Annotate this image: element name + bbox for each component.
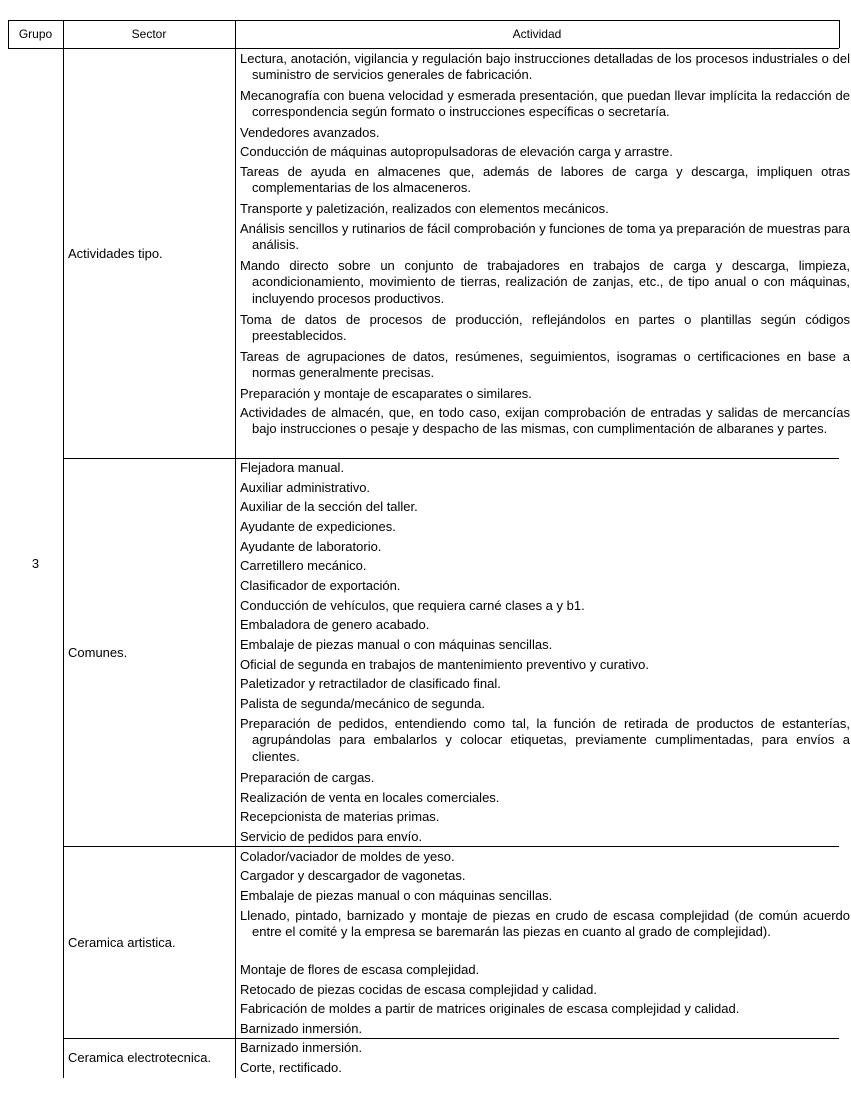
row-divider-2: [63, 846, 839, 847]
activity-item: Llenado, pintado, barnizado y montaje de piezas en crudo de escasa complejidad (de común acuerdo entre el comité y la empresa se baremarán las piezas en cuanto al grado de complejidad).: [240, 908, 850, 940]
sector-label: Ceramica electrotecnica.: [68, 1050, 212, 1065]
header-activity: Actividad: [512, 27, 562, 41]
activity-item: Preparación de cargas.: [240, 770, 375, 785]
activity-item: Preparación de pedidos, entendiendo como tal, la función de retirada de productos de estanterías, agrupándolas para embalarlos y colocar etiquetas, previamente cumplimentadas, para envíos a clientes.: [240, 716, 850, 764]
header-sector: Sector: [131, 27, 167, 41]
activity-item: Embalaje de piezas manual o con máquinas sencillas.: [240, 888, 553, 903]
activity-item: Fabricación de moldes a partir de matrices originales de escasa complejidad y calidad.: [240, 1001, 740, 1016]
row-divider-3: [63, 1038, 839, 1039]
activity-item: Auxiliar administrativo.: [240, 480, 371, 495]
activity-item: Análisis sencillos y rutinarios de fácil comprobación y funciones de toma ya preparación de muestras para análisis.: [240, 221, 850, 253]
activity-item: Auxiliar de la sección del taller.: [240, 499, 418, 514]
activity-item: Paletizador y retractilador de clasificado final.: [240, 676, 501, 691]
activity-item: Palista de segunda/mecánico de segunda.: [240, 696, 486, 711]
group-value: 3: [31, 556, 40, 571]
header-group: Grupo: [18, 27, 53, 41]
activity-item: Conducción de vehículos, que requiera carné clases a y b1.: [240, 598, 585, 613]
activity-item: Flejadora manual.: [240, 460, 345, 475]
activity-item: Lectura, anotación, vigilancia y regulación bajo instrucciones detalladas de los procesos industriales o del suministro de servicios generales de fabricación.: [240, 51, 850, 83]
activity-item: Vendedores avanzados.: [240, 125, 380, 140]
table-right-border: [839, 20, 840, 48]
activity-item: Ayudante de expediciones.: [240, 519, 396, 534]
activity-item: Corte, rectificado.: [240, 1060, 342, 1075]
activity-item: Montaje de flores de escasa complejidad.: [240, 962, 480, 977]
activity-item: Barnizado inmersión.: [240, 1021, 363, 1036]
activity-item: Tareas de agrupaciones de datos, resúmenes, seguimientos, isogramas o certificaciones en base a normas generalmente precisas.: [240, 349, 850, 381]
sector-label: Actividades tipo.: [68, 246, 163, 261]
activity-item: Toma de datos de procesos de producción, reflejándolos en partes o plantillas según códigos preestablecidos.: [240, 312, 850, 344]
activity-item: Ayudante de laboratorio.: [240, 539, 382, 554]
activity-item: Transporte y paletización, realizados con elementos mecánicos.: [240, 201, 609, 216]
activity-item: Cargador y descargador de vagonetas.: [240, 868, 466, 883]
activity-item: Mecanografía con buena velocidad y esmerada presentación, que puedan llevar implícita la redacción de correspondencia según formato o instrucciones específicas o secretaría.: [240, 88, 850, 120]
activity-item: Tareas de ayuda en almacenes que, además de labores de carga y descarga, impliquen otras complementarias de los almaceneros.: [240, 164, 850, 196]
group-sector-divider: [63, 20, 64, 1078]
activity-item: Barnizado inmersión.: [240, 1040, 363, 1055]
activity-item: Preparación y montaje de escaparates o similares.: [240, 386, 532, 401]
sector-activity-divider: [235, 20, 236, 1078]
activity-item: Servicio de pedidos para envío.: [240, 829, 423, 844]
activity-item: Embalaje de piezas manual o con máquinas sencillas.: [240, 637, 553, 652]
activity-item: Oficial de segunda en trabajos de mantenimiento preventivo y curativo.: [240, 657, 650, 672]
activity-item: Clasificador de exportación.: [240, 578, 401, 593]
activity-item: Actividades de almacén, que, en todo caso, exijan comprobación de entradas y salidas de mercancías bajo instrucciones o pesaje y despacho de las mismas, con cumplimentación de albaranes y partes.: [240, 405, 850, 437]
activity-item: Mando directo sobre un conjunto de trabajadores en trabajos de carga y descarga, limpieza, acondicionamiento, movimiento de tierras, realización de zanjas, etc., de tipo anual o con máquinas, incluyendo procesos productivos.: [240, 258, 850, 306]
activity-item: Retocado de piezas cocidas de escasa complejidad y calidad.: [240, 982, 597, 997]
header-bottom-border: [8, 48, 839, 49]
activity-item: Carretillero mecánico.: [240, 558, 367, 573]
activity-item: Colador/vaciador de moldes de yeso.: [240, 849, 455, 864]
sector-label: Comunes.: [68, 645, 128, 660]
activity-item: Embaladora de genero acabado.: [240, 617, 430, 632]
sector-label: Ceramica artistica.: [68, 935, 176, 950]
activity-item: Conducción de máquinas autopropulsadoras de elevación carga y arrastre.: [240, 144, 673, 159]
activity-item: Recepcionista de materias primas.: [240, 809, 440, 824]
activity-item: Realización de venta en locales comerciales.: [240, 790, 500, 805]
row-divider-1: [63, 458, 839, 459]
